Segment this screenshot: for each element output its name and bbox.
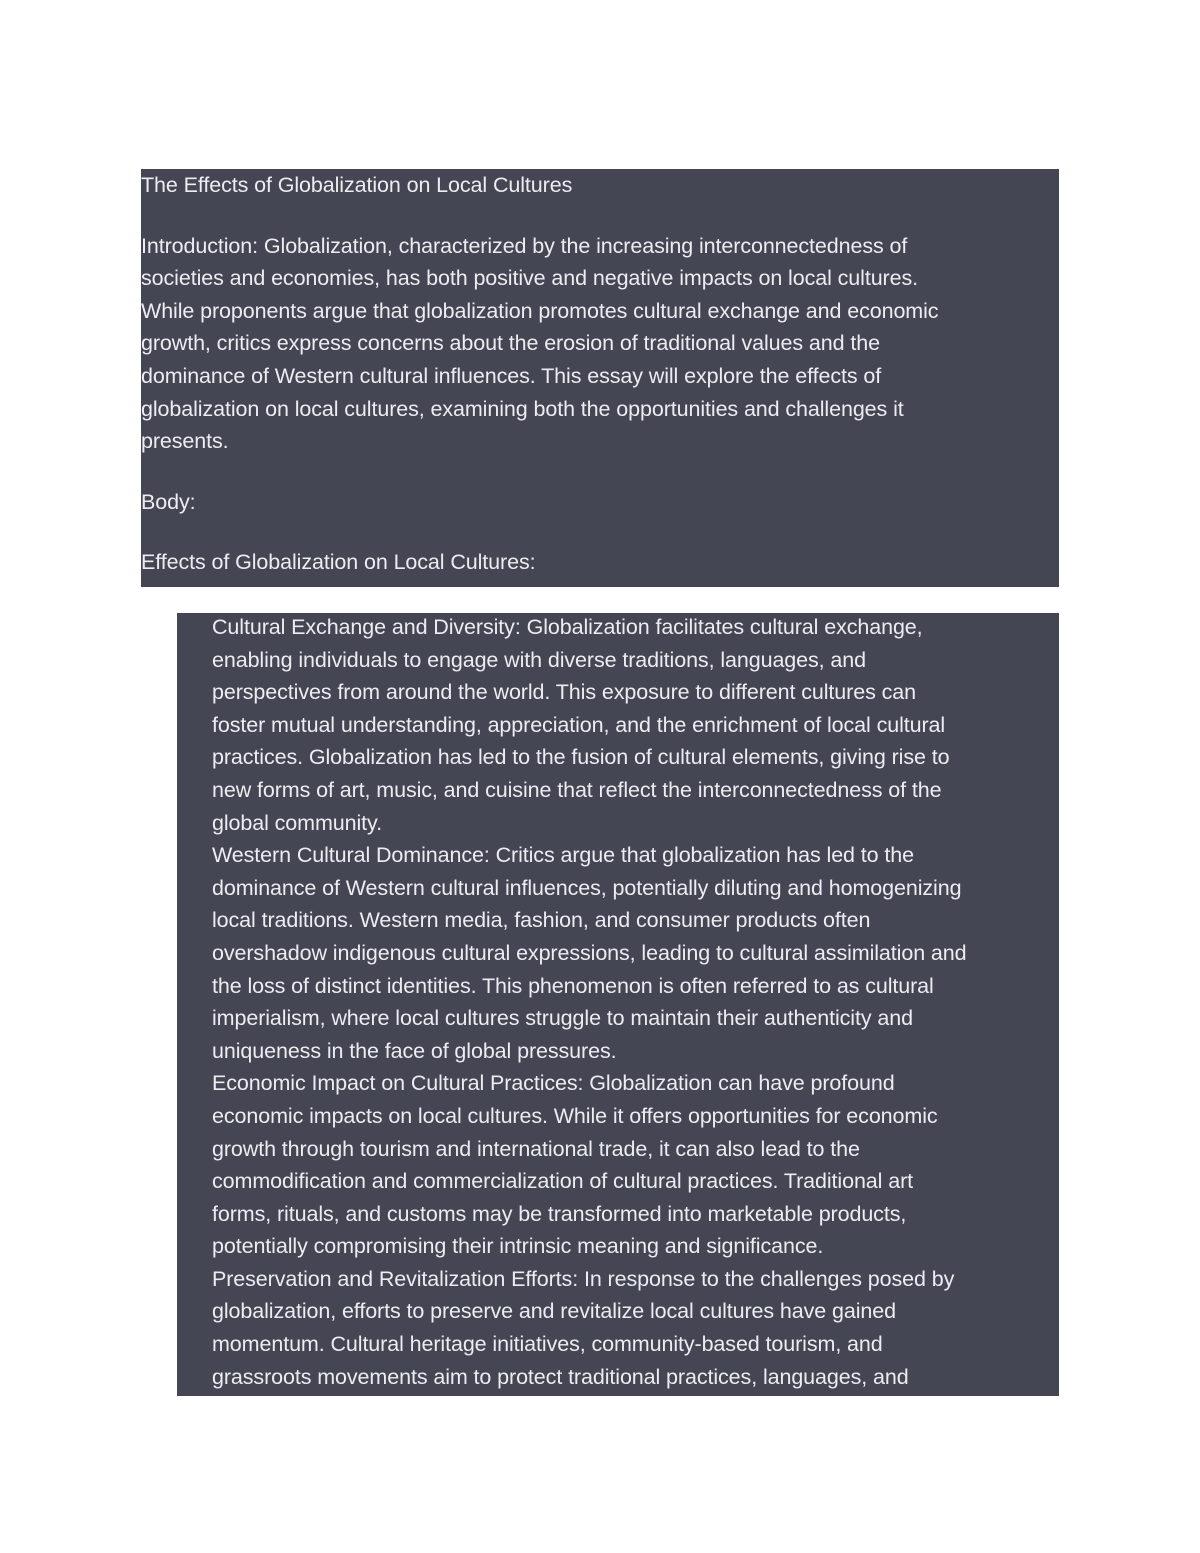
body-label: Body: (141, 489, 196, 514)
essay-intro-block (141, 169, 1059, 587)
list-item-line: potentially compromising their intrinsic meaning and significance. (212, 1234, 824, 1259)
paragraph-gap (141, 458, 1059, 486)
list-item-line: commodification and commercialization of cultural practices. Traditional art (212, 1169, 914, 1194)
intro-line: Introduction: Globalization, characterized by the increasing interconnectedness of (141, 233, 908, 258)
intro-line: While proponents argue that globalization promotes cultural exchange and economic (141, 298, 939, 323)
section-heading: Effects of Globalization on Local Cultures: (141, 550, 536, 575)
list-item-line: grassroots movements aim to protect traditional practices, languages, and (212, 1364, 909, 1389)
intro-line: growth, critics express concerns about the erosion of traditional values and the (141, 331, 880, 356)
intro-line: dominance of Western cultural influences. This essay will explore the effects of (141, 363, 882, 388)
list-item-line: forms, rituals, and customs may be transformed into marketable products, (212, 1201, 907, 1226)
document-title: The Effects of Globalization on Local Cultures (141, 173, 573, 197)
list-item-cultural-exchange (212, 611, 1053, 839)
list-item-line: dominance of Western cultural influences, potentially diluting and homogenizing (212, 875, 962, 900)
paragraph-gap (141, 518, 1059, 546)
paragraph-gap (141, 202, 1059, 230)
list-item-line: Western Cultural Dominance: Critics argue that globalization has led to the (212, 843, 914, 868)
list-item-line: globalization, efforts to preserve and revitalize local cultures have gained (212, 1299, 896, 1324)
list-item-line: economic impacts on local cultures. While it offers opportunities for economic (212, 1103, 938, 1128)
list-item-line: enabling individuals to engage with diverse traditions, languages, and (212, 647, 866, 672)
list-item-line: Cultural Exchange and Diversity: Globalization facilitates cultural exchange, (212, 615, 923, 639)
list-item-western-dominance (212, 839, 1053, 1067)
intro-line: globalization on local cultures, examining both the opportunities and challenges it (141, 396, 904, 421)
list-item-line: foster mutual understanding, appreciation, and the enrichment of local cultural (212, 712, 946, 737)
list-item-line: overshadow indigenous cultural expressions, leading to cultural assimilation and (212, 940, 967, 965)
list-item-line: local traditions. Western media, fashion, and consumer products often (212, 908, 871, 933)
list-item-line: Economic Impact on Cultural Practices: Globalization can have profound (212, 1071, 895, 1096)
list-item-line: practices. Globalization has led to the fusion of cultural elements, giving rise to (212, 745, 950, 770)
list-item-line: imperialism, where local cultures struggle to maintain their authenticity and (212, 1006, 913, 1031)
intro-line: societies and economies, has both positive and negative impacts on local cultures. (141, 266, 919, 291)
list-item-line: global community. (212, 810, 382, 835)
effects-list-block (177, 613, 1059, 1396)
list-item-line: perspectives from around the world. This exposure to different cultures can (212, 680, 916, 705)
intro-paragraph (141, 230, 1059, 458)
list-item-line: growth through tourism and international trade, it can also lead to the (212, 1136, 860, 1161)
intro-line: presents. (141, 429, 229, 454)
list-item-preservation (212, 1263, 1053, 1393)
list-item-line: momentum. Cultural heritage initiatives, community-based tourism, and (212, 1332, 883, 1357)
list-item-line: new forms of art, music, and cuisine that reflect the interconnectedness of the (212, 777, 942, 802)
list-item-line: the loss of distinct identities. This phenomenon is often referred to as cultural (212, 973, 934, 998)
list-item-line: Preservation and Revitalization Efforts: In response to the challenges posed by (212, 1266, 955, 1291)
list-item-line: uniqueness in the face of global pressures. (212, 1038, 617, 1063)
list-item-economic-impact (212, 1067, 1053, 1263)
